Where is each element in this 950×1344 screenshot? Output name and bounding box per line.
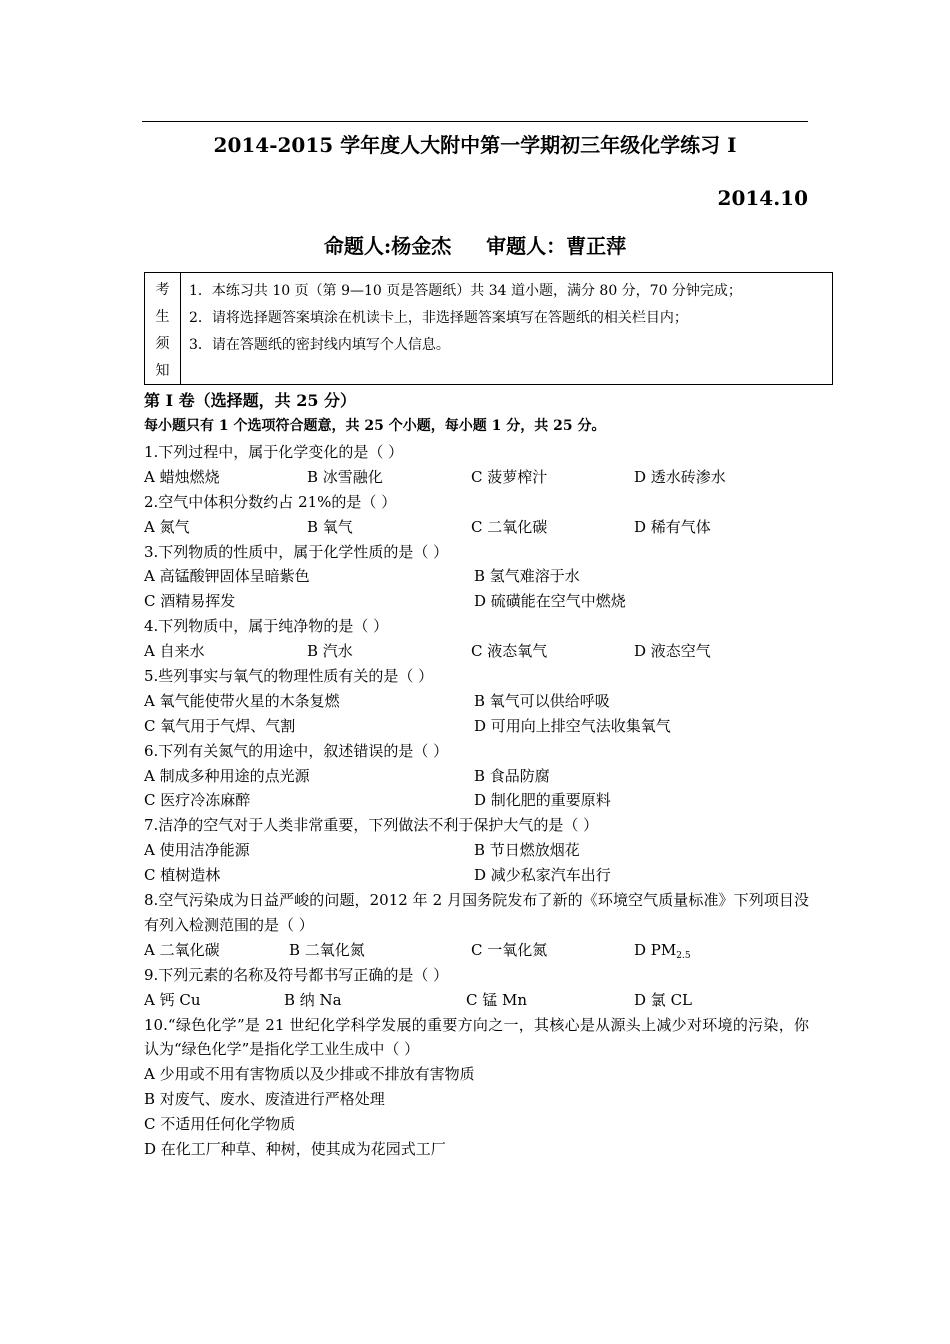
notice-item: 3．请在答题纸的密封线内填写个人信息。 xyxy=(189,337,450,353)
option: C 菠萝榨汁 xyxy=(471,467,548,486)
option: D 减少私家汽车出行 xyxy=(474,866,611,885)
question-stem: 4.下列物质中，属于纯净物的是（ ） xyxy=(144,617,389,636)
option: A 二氧化碳 xyxy=(144,940,220,959)
option-text: D PM xyxy=(634,940,677,959)
option: C 二氧化碳 xyxy=(471,517,548,536)
question-stem: 8.空气污染成为日益严峻的问题，2012 年 2 月国务院发布了新的《环境空气质量标准》下列项目没有列入检测范围的是（ ） xyxy=(144,891,809,934)
notice-label-char: 考 xyxy=(155,282,170,298)
option-row: A 少用或不用有害物质以及少排或不排放有害物质 xyxy=(144,1065,475,1084)
option: A 制成多种用途的点光源 xyxy=(144,766,310,785)
notice-label-char: 知 xyxy=(155,363,170,379)
notice-items xyxy=(181,273,832,384)
option: B 汽水 xyxy=(307,642,353,661)
subscript: 2.5 xyxy=(676,950,691,961)
option: A 蜡烛燃烧 xyxy=(144,467,220,486)
option-row xyxy=(144,938,809,963)
notice-label-char: 须 xyxy=(155,336,170,352)
option: D 硫磺能在空气中燃烧 xyxy=(474,592,626,611)
option-row xyxy=(144,714,809,739)
option: B 食品防腐 xyxy=(474,766,550,785)
option-row xyxy=(144,465,809,490)
option: A 高锰酸钾固体呈暗紫色 xyxy=(144,567,310,586)
option-row xyxy=(144,639,809,664)
option: D 透水砖渗水 xyxy=(634,467,726,486)
question-stem: 9.下列元素的名称及符号都书写正确的是（ ） xyxy=(144,965,449,984)
question-stem: 3.下列物质的性质中，属于化学性质的是（ ） xyxy=(144,542,449,561)
option-row xyxy=(144,515,809,540)
question-stem: 1.下列过程中，属于化学变化的是（ ） xyxy=(144,443,404,461)
notice-box xyxy=(144,272,833,385)
option-row: B 对废气、废水、废渣进行严格处理 xyxy=(144,1090,385,1109)
section-instruction: 每小题只有 1 个选项符合题意，共 25 个小题，每小题 1 分，共 25 分。 xyxy=(144,418,606,434)
option-row xyxy=(144,988,809,1013)
option: A 钙 Cu xyxy=(144,990,201,1009)
question-stem: 2.空气中体积分数约占 21%的是（ ） xyxy=(144,492,397,511)
question-stem: 7.洁净的空气对于人类非常重要，下列做法不利于保护大气的是（ ） xyxy=(144,816,599,835)
option: B 纳 Na xyxy=(284,990,342,1009)
option: B 节日燃放烟花 xyxy=(474,841,580,860)
option: B 氢气难溶于水 xyxy=(474,567,580,586)
option: C 液态氧气 xyxy=(471,642,548,661)
question-stem: 5.些列事实与氧气的物理性质有关的是（ ） xyxy=(144,667,434,686)
option-row xyxy=(144,863,809,888)
option: D 氯 CL xyxy=(634,990,693,1009)
exam-date: 2014.10 xyxy=(717,186,808,210)
option: B 冰雪融化 xyxy=(307,467,383,486)
option: C 锰 Mn xyxy=(466,990,528,1009)
question-stem: 6.下列有关氮气的用途中，叙述错误的是（ ） xyxy=(144,741,449,760)
option: A 氧气能使带火星的木条复燃 xyxy=(144,691,340,710)
question-list xyxy=(144,440,809,1162)
option: B 氧气 xyxy=(307,517,353,536)
notice-label-char: 生 xyxy=(155,309,170,325)
notice-item: 1．本练习共 10 页（第 9—10 页是答题纸）共 34 道小题，满分 80 分，70 分钟完成； xyxy=(189,283,742,299)
option-row xyxy=(144,589,809,614)
header-rule xyxy=(142,121,808,122)
option: C 酒精易挥发 xyxy=(144,592,236,611)
option-row xyxy=(144,764,809,789)
exam-title: 2014-2015 学年度人大附中第一学期初三年级化学练习 I xyxy=(213,133,737,157)
question-stem: 10.“绿色化学”是 21 世纪化学科学发展的重要方向之一，其核心是从源头上减少对环境的污染，你认为“绿色化学”是指化学工业生成中（ ） xyxy=(144,1015,809,1059)
option-row xyxy=(144,564,809,589)
option: C 医疗冷冻麻醉 xyxy=(144,791,251,810)
option: C 植树造林 xyxy=(144,866,221,885)
option-row xyxy=(144,788,809,813)
notice-label xyxy=(145,273,181,384)
option-row: C 不适用任何化学物质 xyxy=(144,1115,296,1134)
exam-authors: 命题人:杨金杰 审题人：曹正萍 xyxy=(323,234,627,258)
option: B 氧气可以供给呼吸 xyxy=(474,691,610,710)
option: C 一氧化氮 xyxy=(471,940,548,959)
option: D 制化肥的重要原料 xyxy=(474,791,611,810)
option: A 自来水 xyxy=(144,642,205,661)
option: B 二氧化氮 xyxy=(289,940,365,959)
option-row xyxy=(144,689,809,714)
option: D 可用向上排空气法收集氧气 xyxy=(474,716,671,735)
option: A 使用洁净能源 xyxy=(144,841,250,860)
option-row xyxy=(144,838,809,863)
option: D 液态空气 xyxy=(634,642,711,661)
option: D 稀有气体 xyxy=(634,517,711,536)
option: C 氧气用于气焊、气割 xyxy=(144,716,296,735)
option-row: D 在化工厂种草、种树，使其成为花园式工厂 xyxy=(144,1140,446,1158)
notice-item: 2．请将选择题答案填涂在机读卡上，非选择题答案填写在答题纸的相关栏目内； xyxy=(189,310,688,326)
option: A 氮气 xyxy=(144,517,190,536)
section-title: 第 I 卷（选择题，共 25 分） xyxy=(144,391,357,410)
